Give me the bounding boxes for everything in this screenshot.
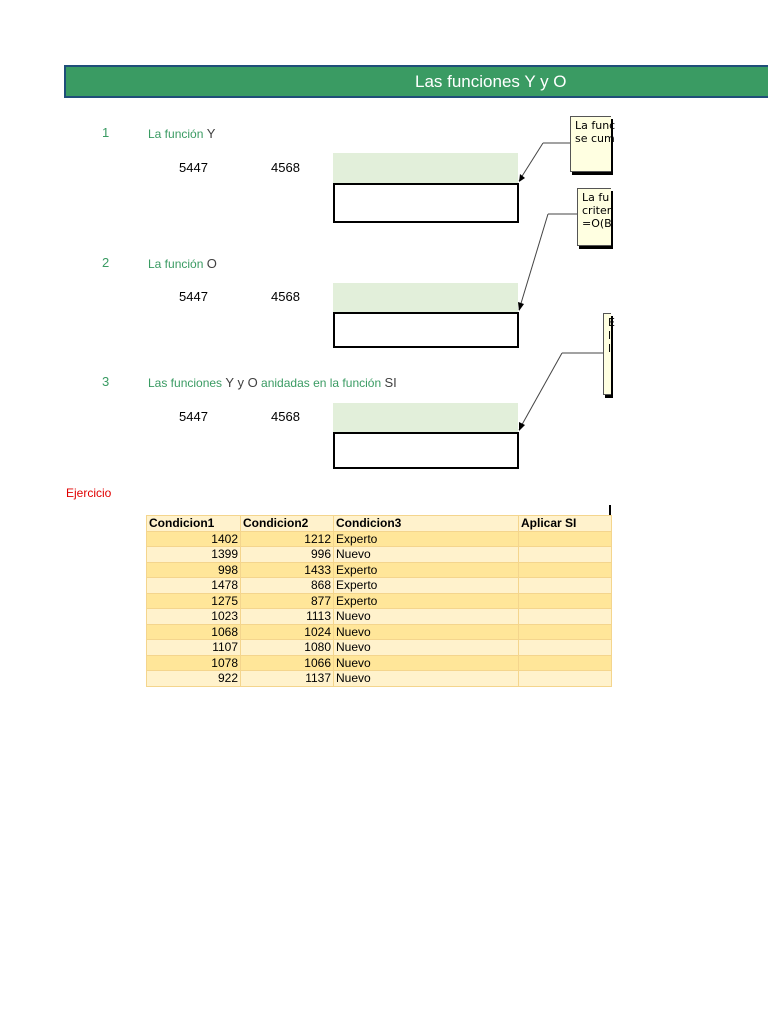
cell-condicion3[interactable]: Experto bbox=[334, 562, 519, 578]
header-condicion1: Condicion1 bbox=[147, 516, 241, 532]
cell-aplicar-si[interactable] bbox=[519, 640, 612, 656]
comment-1-line-2: se cum bbox=[575, 132, 615, 145]
header-aplicar-si: Aplicar SI bbox=[519, 516, 612, 532]
table-row bbox=[147, 671, 612, 687]
cell-condicion1[interactable]: 1402 bbox=[147, 531, 241, 547]
cell-condicion1[interactable]: 1078 bbox=[147, 655, 241, 671]
section-2-heading-dark: O bbox=[206, 256, 217, 271]
cell-condicion1[interactable]: 1478 bbox=[147, 578, 241, 594]
section-3-heading-green: Las funciones bbox=[148, 376, 223, 390]
cell-condicion2[interactable]: 1212 bbox=[241, 531, 334, 547]
table-row bbox=[147, 547, 612, 563]
section-3-number: 3 bbox=[102, 374, 110, 389]
exercise-label: Ejercicio bbox=[66, 486, 112, 500]
section-2-heading-green: La función bbox=[148, 257, 204, 271]
comment-3-arrowhead bbox=[519, 422, 525, 431]
cell-condicion3[interactable]: Nuevo bbox=[334, 671, 519, 687]
cell-condicion2[interactable]: 1080 bbox=[241, 640, 334, 656]
cell-aplicar-si[interactable] bbox=[519, 624, 612, 640]
comment-2-line-2: criter bbox=[582, 204, 612, 217]
cell-condicion2[interactable]: 877 bbox=[241, 593, 334, 609]
table-row bbox=[147, 531, 612, 547]
cell-condicion3[interactable]: Nuevo bbox=[334, 655, 519, 671]
cell-aplicar-si[interactable] bbox=[519, 531, 612, 547]
table-row bbox=[147, 655, 612, 671]
comment-2-line-b bbox=[519, 214, 548, 310]
section-2-value-2: 4568 bbox=[271, 289, 300, 304]
section-3-heading-dark: Y y O bbox=[225, 375, 258, 390]
section-3-heading-tail2: SI bbox=[384, 375, 397, 390]
cell-condicion1[interactable]: 1275 bbox=[147, 593, 241, 609]
section-1-number: 1 bbox=[102, 125, 110, 140]
header-condicion3: Condicion3 bbox=[334, 516, 519, 532]
cell-condicion3[interactable]: Experto bbox=[334, 531, 519, 547]
cell-condicion2[interactable]: 1433 bbox=[241, 562, 334, 578]
section-1-heading-green: La función bbox=[148, 127, 204, 141]
exercise-table bbox=[146, 515, 612, 687]
comment-1-arrowhead bbox=[519, 174, 525, 182]
section-1-heading-dark: Y bbox=[206, 126, 216, 141]
table-header-row bbox=[147, 516, 612, 532]
cell-condicion2[interactable]: 1066 bbox=[241, 655, 334, 671]
section-1-value-1: 5447 bbox=[179, 160, 208, 175]
table-row bbox=[147, 562, 612, 578]
cell-condicion2[interactable]: 996 bbox=[241, 547, 334, 563]
cell-aplicar-si[interactable] bbox=[519, 609, 612, 625]
comment-3-line-2: l bbox=[608, 329, 612, 342]
comment-note-1[interactable] bbox=[570, 116, 616, 172]
cell-condicion3[interactable]: Experto bbox=[334, 578, 519, 594]
cell-aplicar-si[interactable] bbox=[519, 547, 612, 563]
cell-condicion3[interactable]: Nuevo bbox=[334, 547, 519, 563]
table-row bbox=[147, 640, 612, 656]
cell-condicion1[interactable]: 1107 bbox=[147, 640, 241, 656]
cell-condicion1[interactable]: 1068 bbox=[147, 624, 241, 640]
section-1-value-2: 4568 bbox=[271, 160, 300, 175]
header-condicion2: Condicion2 bbox=[241, 516, 334, 532]
comment-3-line-3: l bbox=[608, 342, 612, 355]
cell-condicion2[interactable]: 1113 bbox=[241, 609, 334, 625]
section-3-heading-tail: anidadas en la función bbox=[261, 376, 382, 390]
comment-3-line-b bbox=[519, 353, 562, 430]
comment-2-line-1: La fu bbox=[582, 191, 610, 204]
cell-aplicar-si[interactable] bbox=[519, 593, 612, 609]
cell-condicion2[interactable]: 868 bbox=[241, 578, 334, 594]
comment-2-arrowhead bbox=[518, 302, 524, 311]
cell-condicion3[interactable]: Nuevo bbox=[334, 640, 519, 656]
cell-aplicar-si[interactable] bbox=[519, 671, 612, 687]
comment-1-line-b bbox=[519, 143, 543, 181]
table-row bbox=[147, 624, 612, 640]
cell-condicion3[interactable]: Nuevo bbox=[334, 624, 519, 640]
cell-condicion1[interactable]: 998 bbox=[147, 562, 241, 578]
cell-aplicar-si[interactable] bbox=[519, 655, 612, 671]
comment-note-2[interactable] bbox=[577, 188, 611, 246]
cell-aplicar-si[interactable] bbox=[519, 562, 612, 578]
comment-3-line-1: E bbox=[608, 316, 615, 329]
table-row bbox=[147, 593, 612, 609]
cell-condicion3[interactable]: Nuevo bbox=[334, 609, 519, 625]
cell-condicion3[interactable]: Experto bbox=[334, 593, 519, 609]
cell-condicion2[interactable]: 1024 bbox=[241, 624, 334, 640]
cell-condicion2[interactable]: 1137 bbox=[241, 671, 334, 687]
cell-condicion1[interactable]: 1023 bbox=[147, 609, 241, 625]
page-title: Las funciones Y y O bbox=[415, 72, 567, 91]
comment-1-line-1: La func bbox=[575, 119, 616, 132]
section-3-value-1: 5447 bbox=[179, 409, 208, 424]
section-2-value-1: 5447 bbox=[179, 289, 208, 304]
comment-note-3[interactable] bbox=[603, 313, 615, 395]
section-3-value-2: 4568 bbox=[271, 409, 300, 424]
cell-condicion1[interactable]: 922 bbox=[147, 671, 241, 687]
comment-2-line-3: =O(B bbox=[582, 217, 612, 230]
table-row bbox=[147, 609, 612, 625]
cut-marker bbox=[609, 505, 611, 515]
table-row bbox=[147, 578, 612, 594]
cell-aplicar-si[interactable] bbox=[519, 578, 612, 594]
section-2-number: 2 bbox=[102, 255, 110, 270]
cell-condicion1[interactable]: 1399 bbox=[147, 547, 241, 563]
